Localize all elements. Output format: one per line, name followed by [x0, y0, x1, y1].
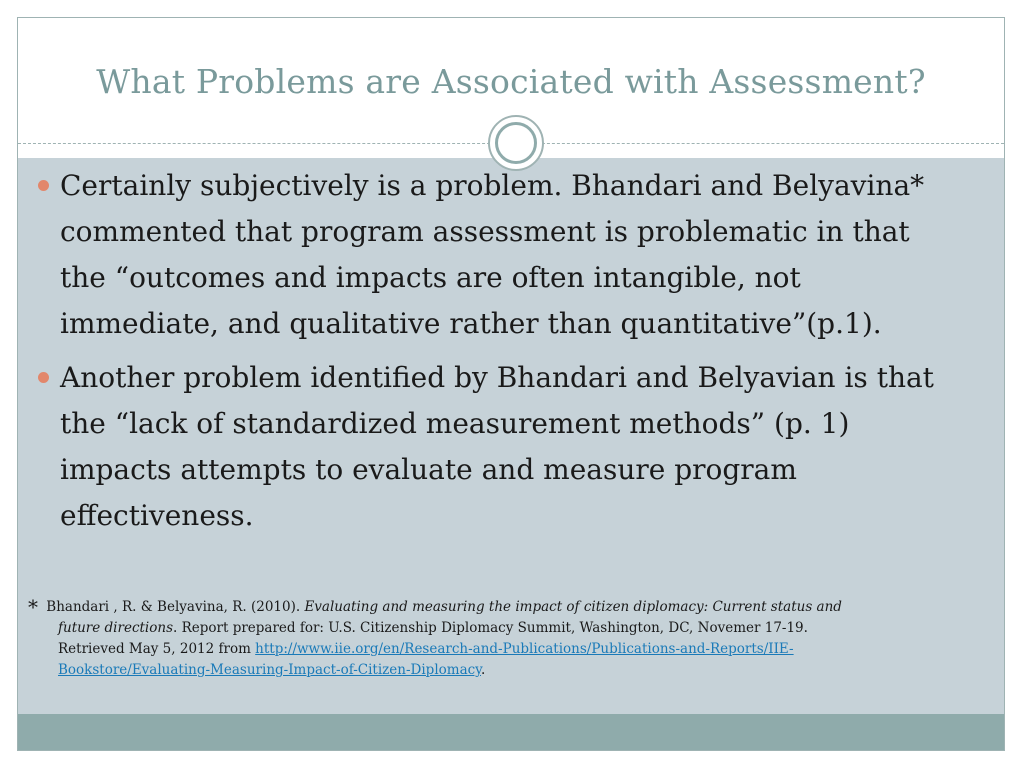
reference-marker: * — [28, 595, 38, 619]
reference-line-4 — [28, 660, 948, 681]
bullet-list — [38, 163, 958, 547]
reference-citation — [28, 597, 948, 681]
reference-retrieved: Retrieved May 5, 2012 from — [58, 641, 256, 657]
reference-title-1: Evaluating and measuring the impact of citizen diplomacy: Current status and — [304, 599, 842, 615]
reference-end: . — [481, 662, 486, 678]
reference-link-1[interactable]: http://www.iie.org/en/Research-and-Publications/Publications-and-Reports/IIE- — [255, 641, 794, 657]
reference-title-2: future directions — [58, 620, 174, 636]
reference-line-2 — [28, 618, 948, 639]
slide-title: What Problems are Associated with Assessment? — [96, 62, 926, 101]
reference-authors: Bhandari , R. & Belyavina, R. (2010). — [42, 599, 305, 615]
footer-band — [18, 714, 1004, 750]
bullet-text: Another problem identified by Bhandari and Belyavian is that the “lack of standardized measurement methods” (p. 1) impacts attempts to evaluate and measure program effectiveness. — [60, 361, 934, 532]
bullet-item — [38, 355, 958, 539]
circle-ornament-inner — [495, 122, 537, 164]
reference-line-3 — [28, 639, 948, 660]
bullet-dot-icon — [38, 372, 49, 383]
reference-link-2[interactable]: Bookstore/Evaluating-Measuring-Impact-of-Citizen-Diplomacy — [58, 662, 482, 678]
bullet-item — [38, 163, 958, 347]
reference-line-1 — [28, 597, 948, 618]
bullet-dot-icon — [38, 180, 49, 191]
reference-publisher: . Report prepared for: U.S. Citizenship Diplomacy Summit, Washington, DC, Novemer 17-19. — [173, 620, 808, 636]
bullet-text: Certainly subjectively is a problem. Bhandari and Belyavina* commented that program assessment is problematic in that the “outcomes and impacts are often intangible, not immediate, and qualitative rather than quantitative”(p.1). — [60, 169, 925, 340]
